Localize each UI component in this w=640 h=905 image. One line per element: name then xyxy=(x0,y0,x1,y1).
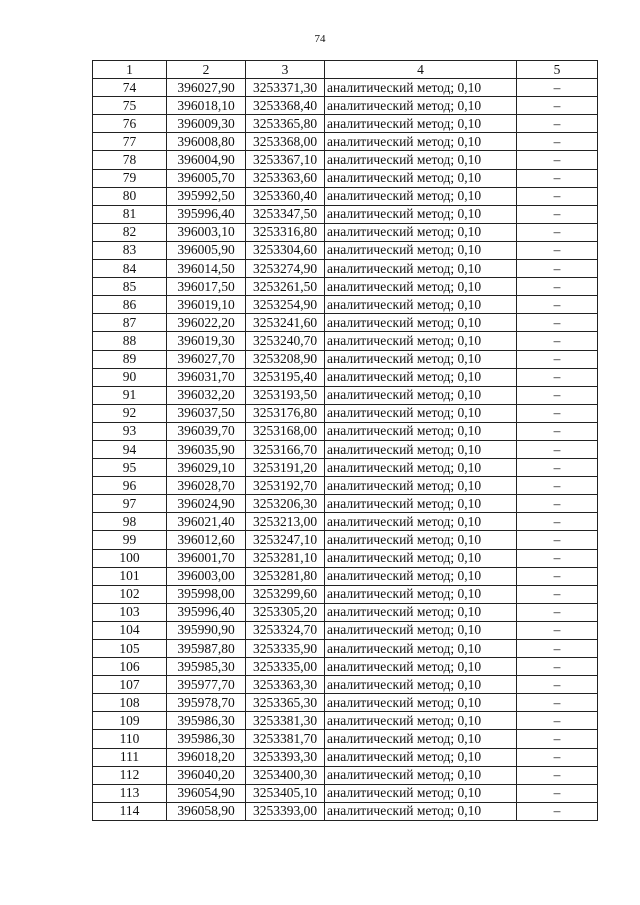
table-row xyxy=(93,296,598,314)
y-coordinate-cell: 3253166,70 xyxy=(246,440,325,458)
method-cell: аналитический метод; 0,10 xyxy=(325,459,517,477)
x-coordinate-cell: 396035,90 xyxy=(167,440,246,458)
note-cell: – xyxy=(517,694,598,712)
x-coordinate-cell: 396040,20 xyxy=(167,766,246,784)
point-number-cell: 89 xyxy=(93,350,167,368)
method-cell: аналитический метод; 0,10 xyxy=(325,477,517,495)
point-number-cell: 100 xyxy=(93,549,167,567)
note-cell: – xyxy=(517,133,598,151)
table-row xyxy=(93,477,598,495)
point-number-cell: 98 xyxy=(93,513,167,531)
method-cell: аналитический метод; 0,10 xyxy=(325,115,517,133)
table-row xyxy=(93,459,598,477)
x-coordinate-cell: 396037,50 xyxy=(167,404,246,422)
y-coordinate-cell: 3253192,70 xyxy=(246,477,325,495)
point-number-cell: 92 xyxy=(93,404,167,422)
x-coordinate-cell: 396021,40 xyxy=(167,513,246,531)
note-cell: – xyxy=(517,549,598,567)
table-row xyxy=(93,621,598,639)
y-coordinate-cell: 3253195,40 xyxy=(246,368,325,386)
point-number-cell: 75 xyxy=(93,97,167,115)
x-coordinate-cell: 396005,90 xyxy=(167,241,246,259)
point-number-cell: 87 xyxy=(93,314,167,332)
point-number-cell: 101 xyxy=(93,567,167,585)
x-coordinate-cell: 395987,80 xyxy=(167,640,246,658)
y-coordinate-cell: 3253191,20 xyxy=(246,459,325,477)
page-number: 74 xyxy=(314,33,326,45)
x-coordinate-cell: 396029,10 xyxy=(167,459,246,477)
table-row xyxy=(93,748,598,766)
point-number-cell: 74 xyxy=(93,79,167,97)
y-coordinate-cell: 3253247,10 xyxy=(246,531,325,549)
x-coordinate-cell: 396027,90 xyxy=(167,79,246,97)
method-cell: аналитический метод; 0,10 xyxy=(325,495,517,513)
note-cell: – xyxy=(517,459,598,477)
method-cell: аналитический метод; 0,10 xyxy=(325,694,517,712)
method-cell: аналитический метод; 0,10 xyxy=(325,422,517,440)
table-row xyxy=(93,115,598,133)
point-number-cell: 84 xyxy=(93,260,167,278)
point-number-cell: 102 xyxy=(93,585,167,603)
method-cell: аналитический метод; 0,10 xyxy=(325,712,517,730)
y-coordinate-cell: 3253393,00 xyxy=(246,802,325,820)
method-cell: аналитический метод; 0,10 xyxy=(325,151,517,169)
method-cell: аналитический метод; 0,10 xyxy=(325,260,517,278)
y-coordinate-cell: 3253363,60 xyxy=(246,169,325,187)
note-cell: – xyxy=(517,386,598,404)
method-cell: аналитический метод; 0,10 xyxy=(325,730,517,748)
note-cell: – xyxy=(517,278,598,296)
note-cell: – xyxy=(517,368,598,386)
table-row xyxy=(93,278,598,296)
point-number-cell: 99 xyxy=(93,531,167,549)
x-coordinate-cell: 396017,50 xyxy=(167,278,246,296)
note-cell: – xyxy=(517,658,598,676)
point-number-cell: 110 xyxy=(93,730,167,748)
x-coordinate-cell: 396024,90 xyxy=(167,495,246,513)
y-coordinate-cell: 3253381,70 xyxy=(246,730,325,748)
table-row xyxy=(93,712,598,730)
table-row xyxy=(93,802,598,820)
y-coordinate-cell: 3253335,00 xyxy=(246,658,325,676)
method-cell: аналитический метод; 0,10 xyxy=(325,802,517,820)
y-coordinate-cell: 3253261,50 xyxy=(246,278,325,296)
point-number-cell: 88 xyxy=(93,332,167,350)
note-cell: – xyxy=(517,621,598,639)
method-cell: аналитический метод; 0,10 xyxy=(325,205,517,223)
method-cell: аналитический метод; 0,10 xyxy=(325,350,517,368)
point-number-cell: 96 xyxy=(93,477,167,495)
note-cell: – xyxy=(517,296,598,314)
point-number-cell: 80 xyxy=(93,187,167,205)
y-coordinate-cell: 3253371,30 xyxy=(246,79,325,97)
note-cell: – xyxy=(517,802,598,820)
x-coordinate-cell: 396012,60 xyxy=(167,531,246,549)
x-coordinate-cell: 396019,30 xyxy=(167,332,246,350)
x-coordinate-cell: 395992,50 xyxy=(167,187,246,205)
note-cell: – xyxy=(517,531,598,549)
table-row xyxy=(93,260,598,278)
x-coordinate-cell: 396008,80 xyxy=(167,133,246,151)
y-coordinate-cell: 3253274,90 xyxy=(246,260,325,278)
point-number-cell: 82 xyxy=(93,223,167,241)
table-row xyxy=(93,440,598,458)
table-row xyxy=(93,205,598,223)
x-coordinate-cell: 396027,70 xyxy=(167,350,246,368)
point-number-cell: 109 xyxy=(93,712,167,730)
column-header: 4 xyxy=(325,61,517,79)
table-row xyxy=(93,314,598,332)
table-row xyxy=(93,350,598,368)
y-coordinate-cell: 3253381,30 xyxy=(246,712,325,730)
note-cell: – xyxy=(517,169,598,187)
x-coordinate-cell: 396028,70 xyxy=(167,477,246,495)
x-coordinate-cell: 395978,70 xyxy=(167,694,246,712)
y-coordinate-cell: 3253316,80 xyxy=(246,223,325,241)
x-coordinate-cell: 396018,10 xyxy=(167,97,246,115)
column-header: 2 xyxy=(167,61,246,79)
x-coordinate-cell: 395996,40 xyxy=(167,603,246,621)
y-coordinate-cell: 3253208,90 xyxy=(246,350,325,368)
x-coordinate-cell: 396003,00 xyxy=(167,567,246,585)
y-coordinate-cell: 3253368,40 xyxy=(246,97,325,115)
table-header-row xyxy=(93,61,598,79)
table-row xyxy=(93,784,598,802)
x-coordinate-cell: 396019,10 xyxy=(167,296,246,314)
x-coordinate-cell: 396005,70 xyxy=(167,169,246,187)
y-coordinate-cell: 3253206,30 xyxy=(246,495,325,513)
note-cell: – xyxy=(517,422,598,440)
y-coordinate-cell: 3253168,00 xyxy=(246,422,325,440)
y-coordinate-cell: 3253254,90 xyxy=(246,296,325,314)
point-number-cell: 112 xyxy=(93,766,167,784)
note-cell: – xyxy=(517,513,598,531)
table-row xyxy=(93,151,598,169)
table-row xyxy=(93,585,598,603)
y-coordinate-cell: 3253304,60 xyxy=(246,241,325,259)
column-header: 3 xyxy=(246,61,325,79)
table-row xyxy=(93,241,598,259)
table-row xyxy=(93,603,598,621)
point-number-cell: 105 xyxy=(93,640,167,658)
y-coordinate-cell: 3253365,30 xyxy=(246,694,325,712)
table-body xyxy=(93,79,598,821)
table-row xyxy=(93,495,598,513)
point-number-cell: 94 xyxy=(93,440,167,458)
table-row xyxy=(93,79,598,97)
y-coordinate-cell: 3253305,20 xyxy=(246,603,325,621)
method-cell: аналитический метод; 0,10 xyxy=(325,585,517,603)
method-cell: аналитический метод; 0,10 xyxy=(325,169,517,187)
x-coordinate-cell: 396039,70 xyxy=(167,422,246,440)
note-cell: – xyxy=(517,205,598,223)
x-coordinate-cell: 395990,90 xyxy=(167,621,246,639)
method-cell: аналитический метод; 0,10 xyxy=(325,404,517,422)
table-row xyxy=(93,133,598,151)
method-cell: аналитический метод; 0,10 xyxy=(325,603,517,621)
point-number-cell: 76 xyxy=(93,115,167,133)
method-cell: аналитический метод; 0,10 xyxy=(325,386,517,404)
x-coordinate-cell: 396001,70 xyxy=(167,549,246,567)
point-number-cell: 93 xyxy=(93,422,167,440)
y-coordinate-cell: 3253393,30 xyxy=(246,748,325,766)
note-cell: – xyxy=(517,79,598,97)
method-cell: аналитический метод; 0,10 xyxy=(325,133,517,151)
method-cell: аналитический метод; 0,10 xyxy=(325,658,517,676)
table-row xyxy=(93,658,598,676)
table-row xyxy=(93,422,598,440)
table-row xyxy=(93,223,598,241)
method-cell: аналитический метод; 0,10 xyxy=(325,79,517,97)
method-cell: аналитический метод; 0,10 xyxy=(325,531,517,549)
y-coordinate-cell: 3253368,00 xyxy=(246,133,325,151)
method-cell: аналитический метод; 0,10 xyxy=(325,513,517,531)
table-row xyxy=(93,404,598,422)
note-cell: – xyxy=(517,350,598,368)
y-coordinate-cell: 3253405,10 xyxy=(246,784,325,802)
y-coordinate-cell: 3253347,50 xyxy=(246,205,325,223)
table-row xyxy=(93,368,598,386)
x-coordinate-cell: 395986,30 xyxy=(167,730,246,748)
method-cell: аналитический метод; 0,10 xyxy=(325,187,517,205)
note-cell: – xyxy=(517,241,598,259)
method-cell: аналитический метод; 0,10 xyxy=(325,440,517,458)
table-row xyxy=(93,386,598,404)
point-number-cell: 113 xyxy=(93,784,167,802)
note-cell: – xyxy=(517,766,598,784)
x-coordinate-cell: 395986,30 xyxy=(167,712,246,730)
table-row xyxy=(93,640,598,658)
y-coordinate-cell: 3253324,70 xyxy=(246,621,325,639)
table-row xyxy=(93,169,598,187)
point-number-cell: 78 xyxy=(93,151,167,169)
note-cell: – xyxy=(517,314,598,332)
x-coordinate-cell: 395996,40 xyxy=(167,205,246,223)
note-cell: – xyxy=(517,187,598,205)
y-coordinate-cell: 3253367,10 xyxy=(246,151,325,169)
point-number-cell: 85 xyxy=(93,278,167,296)
table-row xyxy=(93,531,598,549)
note-cell: – xyxy=(517,260,598,278)
point-number-cell: 97 xyxy=(93,495,167,513)
method-cell: аналитический метод; 0,10 xyxy=(325,784,517,802)
x-coordinate-cell: 396022,20 xyxy=(167,314,246,332)
y-coordinate-cell: 3253400,30 xyxy=(246,766,325,784)
method-cell: аналитический метод; 0,10 xyxy=(325,567,517,585)
x-coordinate-cell: 396058,90 xyxy=(167,802,246,820)
x-coordinate-cell: 395977,70 xyxy=(167,676,246,694)
point-number-cell: 83 xyxy=(93,241,167,259)
method-cell: аналитический метод; 0,10 xyxy=(325,621,517,639)
note-cell: – xyxy=(517,115,598,133)
column-header: 5 xyxy=(517,61,598,79)
method-cell: аналитический метод; 0,10 xyxy=(325,676,517,694)
y-coordinate-cell: 3253365,80 xyxy=(246,115,325,133)
note-cell: – xyxy=(517,223,598,241)
table-row xyxy=(93,766,598,784)
method-cell: аналитический метод; 0,10 xyxy=(325,241,517,259)
method-cell: аналитический метод; 0,10 xyxy=(325,748,517,766)
point-number-cell: 77 xyxy=(93,133,167,151)
y-coordinate-cell: 3253213,00 xyxy=(246,513,325,531)
table-row xyxy=(93,549,598,567)
note-cell: – xyxy=(517,603,598,621)
point-number-cell: 86 xyxy=(93,296,167,314)
note-cell: – xyxy=(517,676,598,694)
y-coordinate-cell: 3253363,30 xyxy=(246,676,325,694)
x-coordinate-cell: 396003,10 xyxy=(167,223,246,241)
y-coordinate-cell: 3253360,40 xyxy=(246,187,325,205)
note-cell: – xyxy=(517,440,598,458)
point-number-cell: 111 xyxy=(93,748,167,766)
point-number-cell: 95 xyxy=(93,459,167,477)
point-number-cell: 114 xyxy=(93,802,167,820)
y-coordinate-cell: 3253193,50 xyxy=(246,386,325,404)
note-cell: – xyxy=(517,97,598,115)
x-coordinate-cell: 396018,20 xyxy=(167,748,246,766)
note-cell: – xyxy=(517,712,598,730)
note-cell: – xyxy=(517,784,598,802)
note-cell: – xyxy=(517,332,598,350)
point-number-cell: 108 xyxy=(93,694,167,712)
method-cell: аналитический метод; 0,10 xyxy=(325,314,517,332)
method-cell: аналитический метод; 0,10 xyxy=(325,278,517,296)
x-coordinate-cell: 396031,70 xyxy=(167,368,246,386)
point-number-cell: 91 xyxy=(93,386,167,404)
y-coordinate-cell: 3253299,60 xyxy=(246,585,325,603)
point-number-cell: 106 xyxy=(93,658,167,676)
table-row xyxy=(93,676,598,694)
method-cell: аналитический метод; 0,10 xyxy=(325,97,517,115)
note-cell: – xyxy=(517,640,598,658)
method-cell: аналитический метод; 0,10 xyxy=(325,549,517,567)
note-cell: – xyxy=(517,495,598,513)
y-coordinate-cell: 3253240,70 xyxy=(246,332,325,350)
method-cell: аналитический метод; 0,10 xyxy=(325,223,517,241)
table-row xyxy=(93,694,598,712)
x-coordinate-cell: 396054,90 xyxy=(167,784,246,802)
column-header: 1 xyxy=(93,61,167,79)
method-cell: аналитический метод; 0,10 xyxy=(325,766,517,784)
x-coordinate-cell: 396009,30 xyxy=(167,115,246,133)
point-number-cell: 79 xyxy=(93,169,167,187)
coordinates-table xyxy=(92,60,598,821)
method-cell: аналитический метод; 0,10 xyxy=(325,332,517,350)
note-cell: – xyxy=(517,730,598,748)
table-row xyxy=(93,187,598,205)
point-number-cell: 104 xyxy=(93,621,167,639)
note-cell: – xyxy=(517,151,598,169)
x-coordinate-cell: 396014,50 xyxy=(167,260,246,278)
method-cell: аналитический метод; 0,10 xyxy=(325,368,517,386)
y-coordinate-cell: 3253281,10 xyxy=(246,549,325,567)
point-number-cell: 81 xyxy=(93,205,167,223)
method-cell: аналитический метод; 0,10 xyxy=(325,640,517,658)
point-number-cell: 107 xyxy=(93,676,167,694)
note-cell: – xyxy=(517,404,598,422)
y-coordinate-cell: 3253335,90 xyxy=(246,640,325,658)
table-row xyxy=(93,513,598,531)
y-coordinate-cell: 3253176,80 xyxy=(246,404,325,422)
note-cell: – xyxy=(517,477,598,495)
table-row xyxy=(93,730,598,748)
note-cell: – xyxy=(517,748,598,766)
point-number-cell: 103 xyxy=(93,603,167,621)
point-number-cell: 90 xyxy=(93,368,167,386)
table-row xyxy=(93,567,598,585)
y-coordinate-cell: 3253241,60 xyxy=(246,314,325,332)
table-row xyxy=(93,97,598,115)
x-coordinate-cell: 396004,90 xyxy=(167,151,246,169)
method-cell: аналитический метод; 0,10 xyxy=(325,296,517,314)
table-row xyxy=(93,332,598,350)
note-cell: – xyxy=(517,567,598,585)
x-coordinate-cell: 396032,20 xyxy=(167,386,246,404)
x-coordinate-cell: 395985,30 xyxy=(167,658,246,676)
x-coordinate-cell: 395998,00 xyxy=(167,585,246,603)
note-cell: – xyxy=(517,585,598,603)
y-coordinate-cell: 3253281,80 xyxy=(246,567,325,585)
